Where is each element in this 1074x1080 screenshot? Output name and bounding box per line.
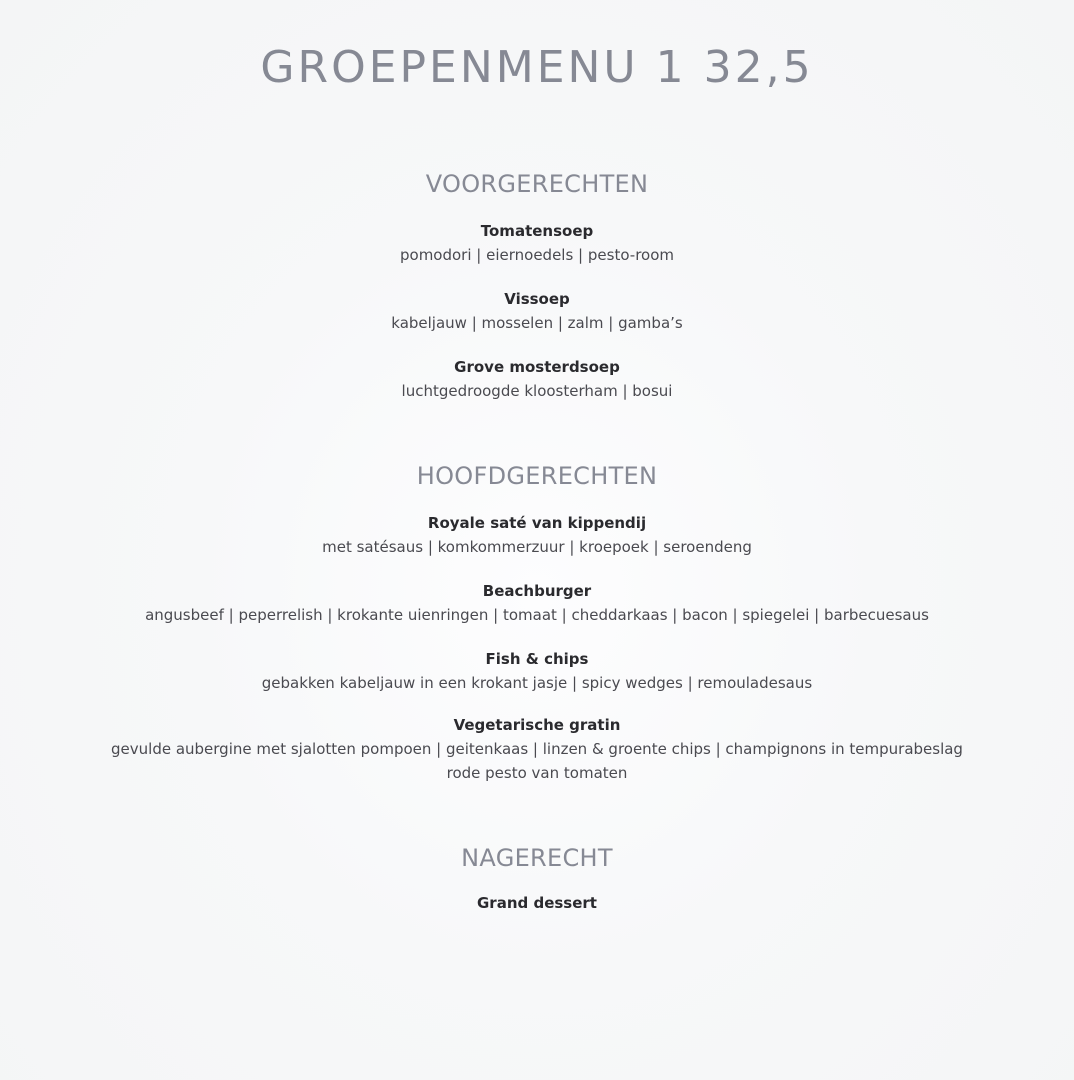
dish-description: pomodori | eiernoedels | pesto-room <box>400 246 674 264</box>
dish-name: Beachburger <box>482 582 592 600</box>
dish-name: Tomatensoep <box>480 222 594 240</box>
dish-item <box>0 579 1074 627</box>
dish-description: met satésaus | komkommerzuur | kroepoek | seroendeng <box>322 538 752 556</box>
dish-name: Fish & chips <box>485 650 589 668</box>
dish-name: Grove mosterdsoep <box>454 358 620 376</box>
dish-description: gevulde aubergine met sjalotten pompoen | geitenkaas | linzen & groente chips | champignons in tempurabeslag <box>111 740 963 758</box>
dish-item <box>0 647 1074 695</box>
dish-item <box>0 891 1074 915</box>
section-heading: NAGERECHT <box>461 844 613 872</box>
menu-title: GROEPENMENU 1 32,5 <box>260 42 814 93</box>
section-hoofdgerechten <box>0 460 1074 492</box>
dish-item <box>0 511 1074 559</box>
dish-name: Vissoep <box>504 290 570 308</box>
dish-description: angusbeef | peperrelish | krokante uienringen | tomaat | cheddarkaas | bacon | spiegelei | barbecuesaus <box>145 606 929 624</box>
dish-item <box>0 713 1074 785</box>
section-heading: VOORGERECHTEN <box>425 170 649 198</box>
dish-description: gebakken kabeljauw in een krokant jasje | spicy wedges | remouladesaus <box>261 674 813 692</box>
dish-name: Vegetarische gratin <box>453 716 621 734</box>
dish-description: kabeljauw | mosselen | zalm | gamba’s <box>391 314 683 332</box>
section-heading: HOOFDGERECHTEN <box>416 462 658 490</box>
section-voorgerechten <box>0 168 1074 200</box>
dish-description: rode pesto van tomaten <box>446 764 628 782</box>
dish-name: Grand dessert <box>477 894 597 912</box>
section-nagerecht <box>0 842 1074 874</box>
dish-item <box>0 355 1074 403</box>
dish-item <box>0 287 1074 335</box>
dish-description: luchtgedroogde kloosterham | bosui <box>401 382 673 400</box>
dish-item <box>0 219 1074 267</box>
dish-name: Royale saté van kippendij <box>427 514 647 532</box>
